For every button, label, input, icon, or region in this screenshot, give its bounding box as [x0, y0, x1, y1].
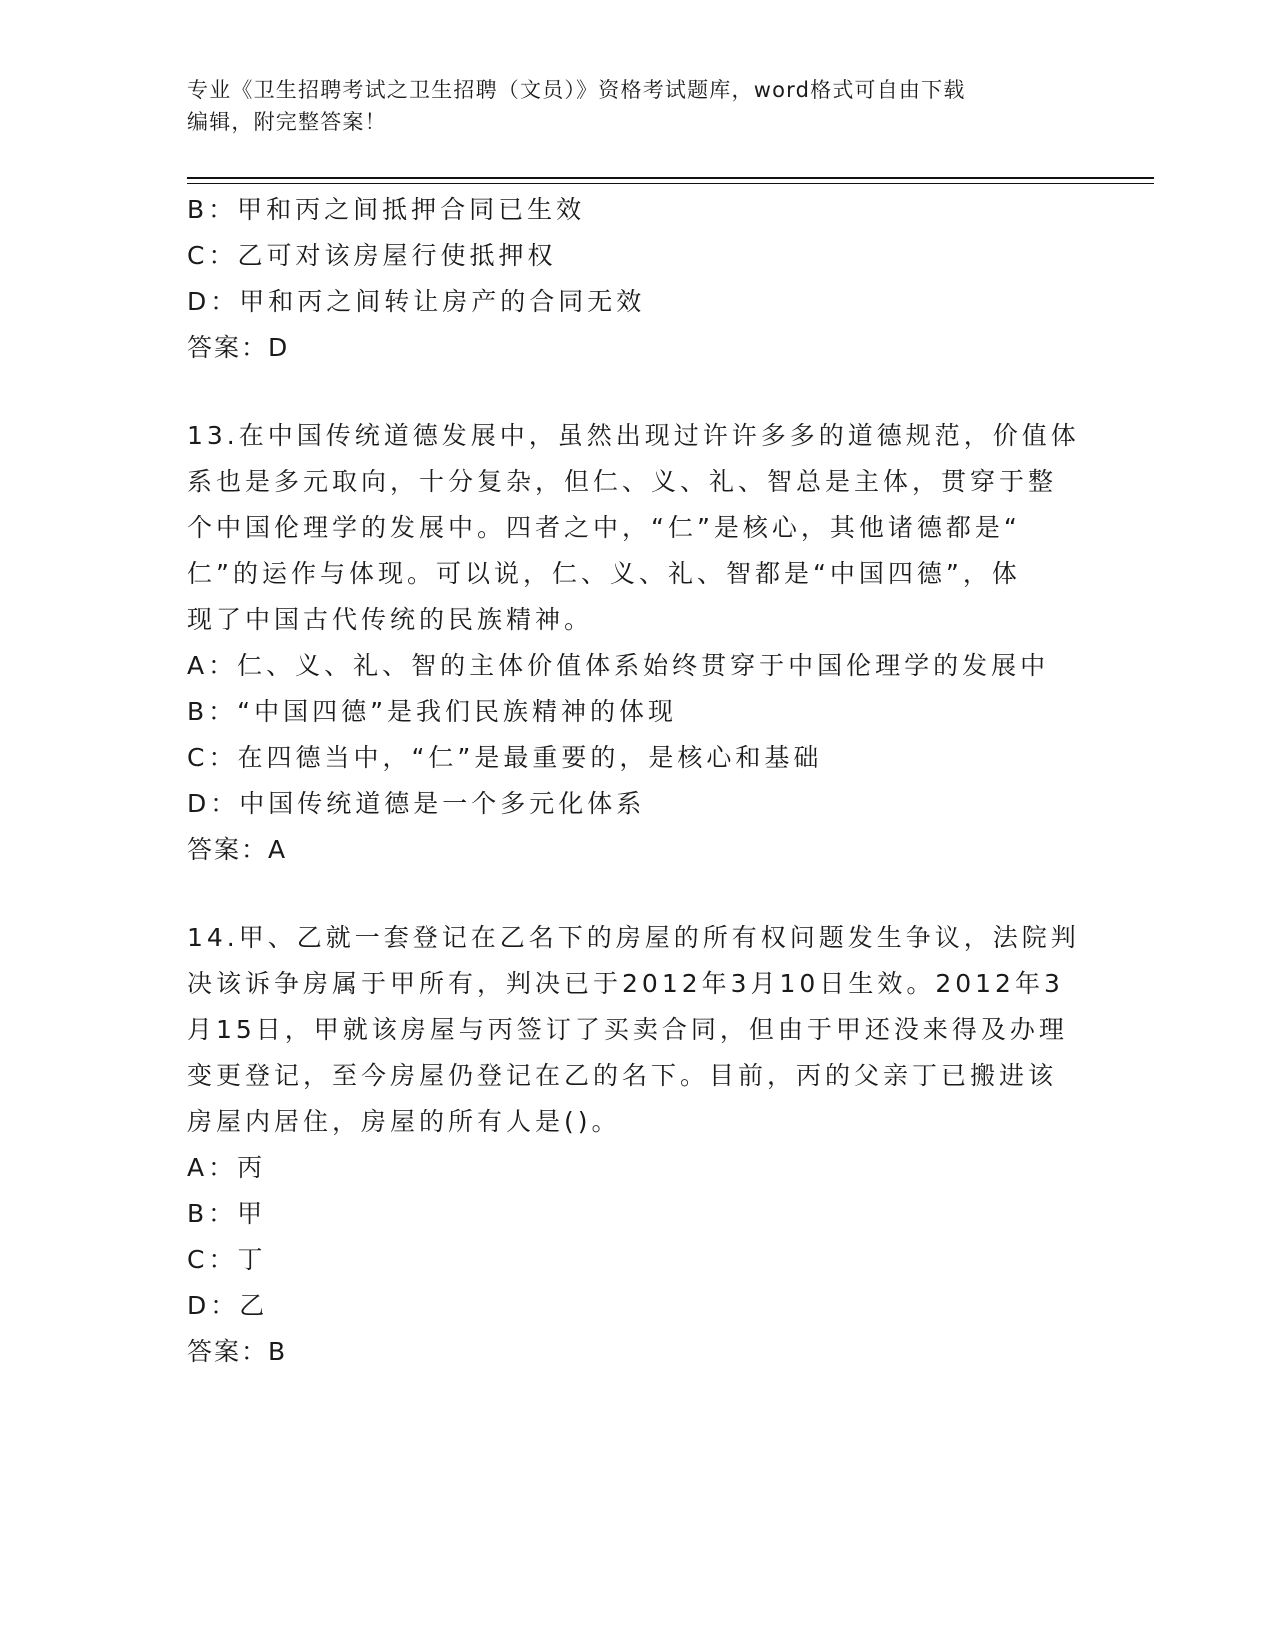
q12-option-d: D：甲和丙之间转让房产的合同无效 — [187, 287, 646, 316]
header-line-2: 编辑，附完整答案！ — [187, 110, 387, 134]
q13-option-a: A：仁、义、礼、智的主体价值体系始终贯穿于中国伦理学的发展中 — [187, 651, 1050, 680]
q14-stem-line: 14.甲、乙就一套登记在乙名下的房屋的所有权问题发生争议，法院判 — [187, 923, 1080, 952]
q14-option-c: C：丁 — [187, 1245, 267, 1274]
q12-option-b: B：甲和丙之间抵押合同已生效 — [187, 195, 586, 224]
document-header — [187, 74, 1067, 138]
header-line-1: 专业《卫生招聘考试之卫生招聘（文员）》资格考试题库，word格式可自由下载 — [187, 78, 966, 102]
q13-option-d: D：中国传统道德是一个多元化体系 — [187, 789, 646, 818]
q14-stem-line: 月15日，甲就该房屋与丙签订了买卖合同，但由于甲还没来得及办理 — [187, 1015, 1068, 1044]
q14-stem-line: 房屋内居住，房屋的所有人是()。 — [187, 1107, 621, 1136]
q13-stem-line: 个中国伦理学的发展中。四者之中，“仁”是核心，其他诸德都是“ — [187, 513, 1021, 542]
block-spacer — [187, 371, 1087, 413]
block-spacer — [187, 873, 1087, 915]
question-12-block — [187, 187, 1087, 371]
q14-option-b: B：甲 — [187, 1199, 267, 1228]
document-body — [187, 187, 1087, 1375]
q12-option-c: C：乙可对该房屋行使抵押权 — [187, 241, 557, 270]
question-13-block — [187, 413, 1087, 873]
q14-option-d: D：乙 — [187, 1291, 269, 1320]
q13-answer: 答案：A — [187, 835, 288, 864]
q14-stem-line: 变更登记，至今房屋仍登记在乙的名下。目前，丙的父亲丁已搬进该 — [187, 1061, 1058, 1090]
q14-option-a: A：丙 — [187, 1153, 267, 1182]
q14-stem-line: 决该诉争房属于甲所有，判决已于2012年3月10日生效。2012年3 — [187, 969, 1064, 998]
q13-stem-line: 仁”的运作与体现。可以说，仁、义、礼、智都是“中国四德”，体 — [187, 559, 1021, 588]
q13-option-b: B：“中国四德”是我们民族精神的体现 — [187, 697, 678, 726]
header-divider-thick — [187, 177, 1154, 179]
q13-stem-line: 13.在中国传统道德发展中，虽然出现过许许多多的道德规范，价值体 — [187, 421, 1080, 450]
q13-option-c: C：在四德当中，“仁”是最重要的，是核心和基础 — [187, 743, 823, 772]
q13-stem-line: 系也是多元取向，十分复杂，但仁、义、礼、智总是主体，贯穿于整 — [187, 467, 1058, 496]
q12-answer: 答案：D — [187, 333, 290, 362]
header-divider-thin — [187, 183, 1154, 184]
q14-answer: 答案：B — [187, 1337, 288, 1366]
question-14-block — [187, 915, 1087, 1375]
q13-stem-line: 现了中国古代传统的民族精神。 — [187, 605, 594, 634]
